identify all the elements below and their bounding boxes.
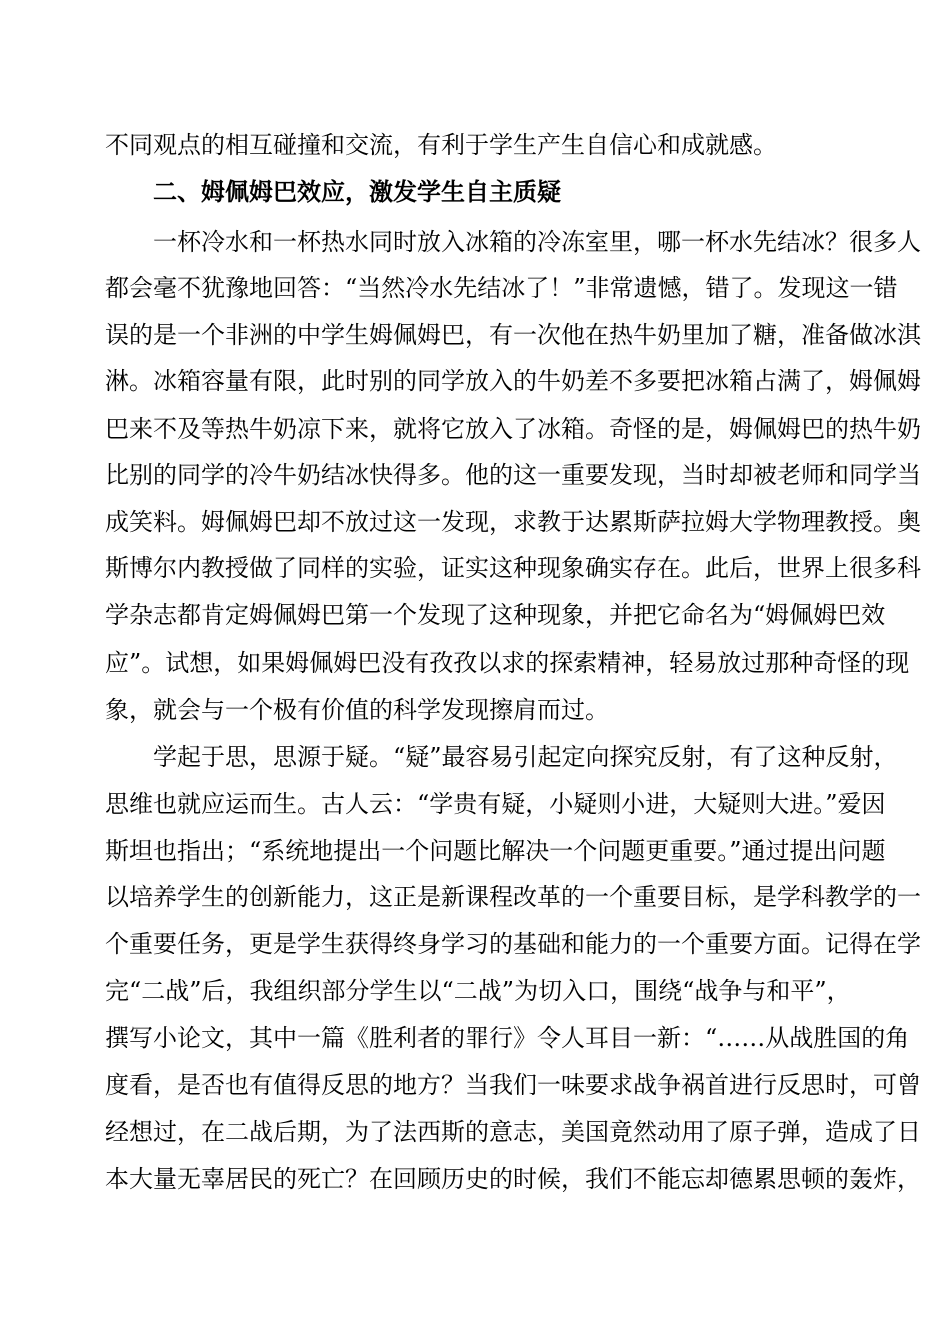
paragraph-line: 象，就会与一个极有价值的科学发现擦肩而过。 xyxy=(105,696,609,724)
paragraph-line: 经想过，在二战后期，为了法西斯的意志，美国竟然动用了原子弹，造成了日 xyxy=(105,1118,921,1146)
paragraph-line: 撰写小论文，其中一篇《胜利者的罪行》令人耳目一新：“……从战胜国的角 xyxy=(105,1024,910,1052)
paragraph-line: 巴来不及等热牛奶凉下来，就将它放入了冰箱。奇怪的是，姆佩姆巴的热牛奶 xyxy=(105,415,921,443)
paragraph-line: 都会毫不犹豫地回答：“当然冷水先结冰了！”非常遗憾，错了。发现这一错 xyxy=(105,274,898,302)
paragraph-line: 以培养学生的创新能力，这正是新课程改革的一个重要目标，是学科教学的一 xyxy=(105,883,921,911)
paragraph-line: 淋。冰箱容量有限，此时别的同学放入的牛奶差不多要把冰箱占满了，姆佩姆 xyxy=(105,367,921,395)
paragraph-line: 斯博尔内教授做了同样的实验，证实这种现象确实存在。此后，世界上很多科 xyxy=(105,554,921,582)
paragraph-line: 比别的同学的冷牛奶结冰快得多。他的这一重要发现，当时却被老师和同学当 xyxy=(105,461,921,489)
paragraph-line: 个重要任务，更是学生获得终身学习的基础和能力的一个重要方面。记得在学 xyxy=(105,930,921,958)
paragraph-line: 完“二战”后，我组织部分学生以“二战”为切入口，围绕“战争与和平”， xyxy=(105,977,851,1005)
paragraph-line: 思维也就应运而生。古人云：“学贵有疑，小疑则小进，大疑则大进。”爱因 xyxy=(105,790,886,818)
paragraph-line: 斯坦也指出；“系统地提出一个问题比解决一个问题更重要。”通过提出问题 xyxy=(105,837,886,865)
paragraph-line: 度看，是否也有值得反思的地方？当我们一味要求战争祸首进行反思时，可曾 xyxy=(105,1071,921,1099)
section-heading: 二、姆佩姆巴效应，激发学生自主质疑 xyxy=(153,177,561,206)
paragraph-line: 一杯冷水和一杯热水同时放入冰箱的冷冻室里，哪一杯水先结冰？很多人 xyxy=(153,228,921,256)
paragraph-line: 学起于思，思源于疑。“疑”最容易引起定向探究反射，有了这种反射， xyxy=(153,743,898,771)
paragraph-line: 本大量无辜居民的死亡？在回顾历史的时候，我们不能忘却德累思顿的轰炸， xyxy=(105,1165,921,1193)
paragraph-line: 应”。试想，如果姆佩姆巴没有孜孜以求的探索精神，轻易放过那种奇怪的现 xyxy=(105,649,910,677)
paragraph-line: 误的是一个非洲的中学生姆佩姆巴，有一次他在热牛奶里加了糖，准备做冰淇 xyxy=(105,321,921,349)
paragraph-line: 成笑料。姆佩姆巴却不放过这一发现，求教于达累斯萨拉姆大学物理教授。奥 xyxy=(105,508,921,536)
paragraph-line: 学杂志都肯定姆佩姆巴第一个发现了这种现象，并把它命名为“姆佩姆巴效 xyxy=(105,601,886,629)
paragraph-line: 不同观点的相互碰撞和交流，有利于学生产生自信心和成就感。 xyxy=(105,131,777,159)
